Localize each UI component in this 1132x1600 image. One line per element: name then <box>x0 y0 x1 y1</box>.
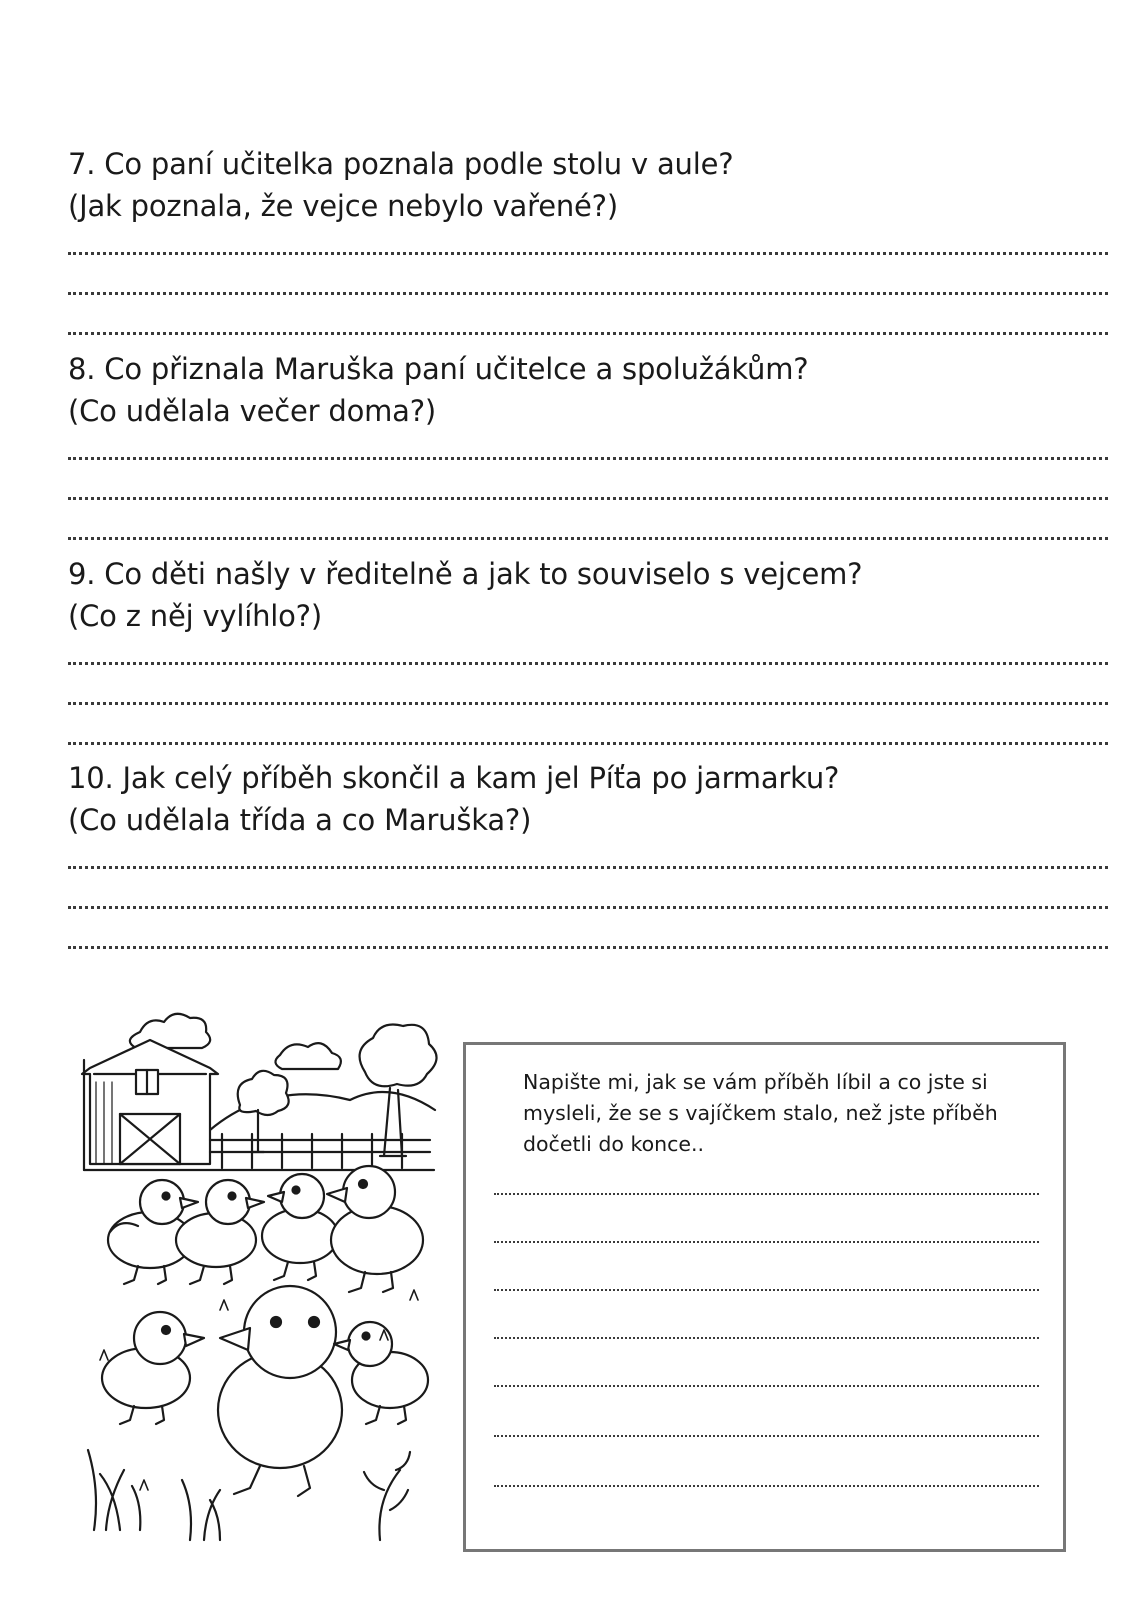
question-7 <box>68 143 1108 227</box>
feedback-answer-line[interactable] <box>494 1485 1039 1487</box>
answer-line[interactable] <box>68 292 1108 295</box>
answer-line[interactable] <box>68 332 1108 335</box>
answer-line[interactable] <box>68 252 1108 255</box>
question-title: 9. Co děti našly v ředitelně a jak to souviselo s vejcem? <box>68 557 863 591</box>
answer-line[interactable] <box>68 946 1108 949</box>
question-title: 7. Co paní učitelka poznala podle stolu v aule? <box>68 147 734 181</box>
feedback-prompt: Napište mi, jak se vám příběh líbil a co jste si mysleli, že se s vajíčkem stalo, než jste příběh dočetli do konce.. <box>523 1070 998 1156</box>
answer-line[interactable] <box>68 702 1108 705</box>
question-hint: (Co udělala třída a co Maruška?) <box>68 803 532 837</box>
feedback-answer-line[interactable] <box>494 1241 1039 1243</box>
answer-line[interactable] <box>68 742 1108 745</box>
feedback-box <box>463 1042 1066 1552</box>
answer-line[interactable] <box>68 497 1108 500</box>
ducklings-farm-coloring-illustration <box>80 1010 440 1555</box>
question-title: 8. Co přiznala Maruška paní učitelce a spolužákům? <box>68 352 809 386</box>
question-hint: (Co z něj vylíhlo?) <box>68 599 322 633</box>
answer-line[interactable] <box>68 662 1108 665</box>
feedback-answer-line[interactable] <box>494 1435 1039 1437</box>
question-10 <box>68 757 1108 841</box>
answer-line[interactable] <box>68 457 1108 460</box>
question-8 <box>68 348 1108 432</box>
answer-line[interactable] <box>68 866 1108 869</box>
question-9 <box>68 553 1108 637</box>
feedback-answer-line[interactable] <box>494 1193 1039 1195</box>
answer-line[interactable] <box>68 906 1108 909</box>
answer-line[interactable] <box>68 537 1108 540</box>
feedback-answer-line[interactable] <box>494 1289 1039 1291</box>
feedback-answer-line[interactable] <box>494 1385 1039 1387</box>
question-title: 10. Jak celý příběh skončil a kam jel Píťa po jarmarku? <box>68 761 840 795</box>
question-hint: (Co udělala večer doma?) <box>68 394 437 428</box>
question-hint: (Jak poznala, že vejce nebylo vařené?) <box>68 189 618 223</box>
feedback-answer-line[interactable] <box>494 1337 1039 1339</box>
